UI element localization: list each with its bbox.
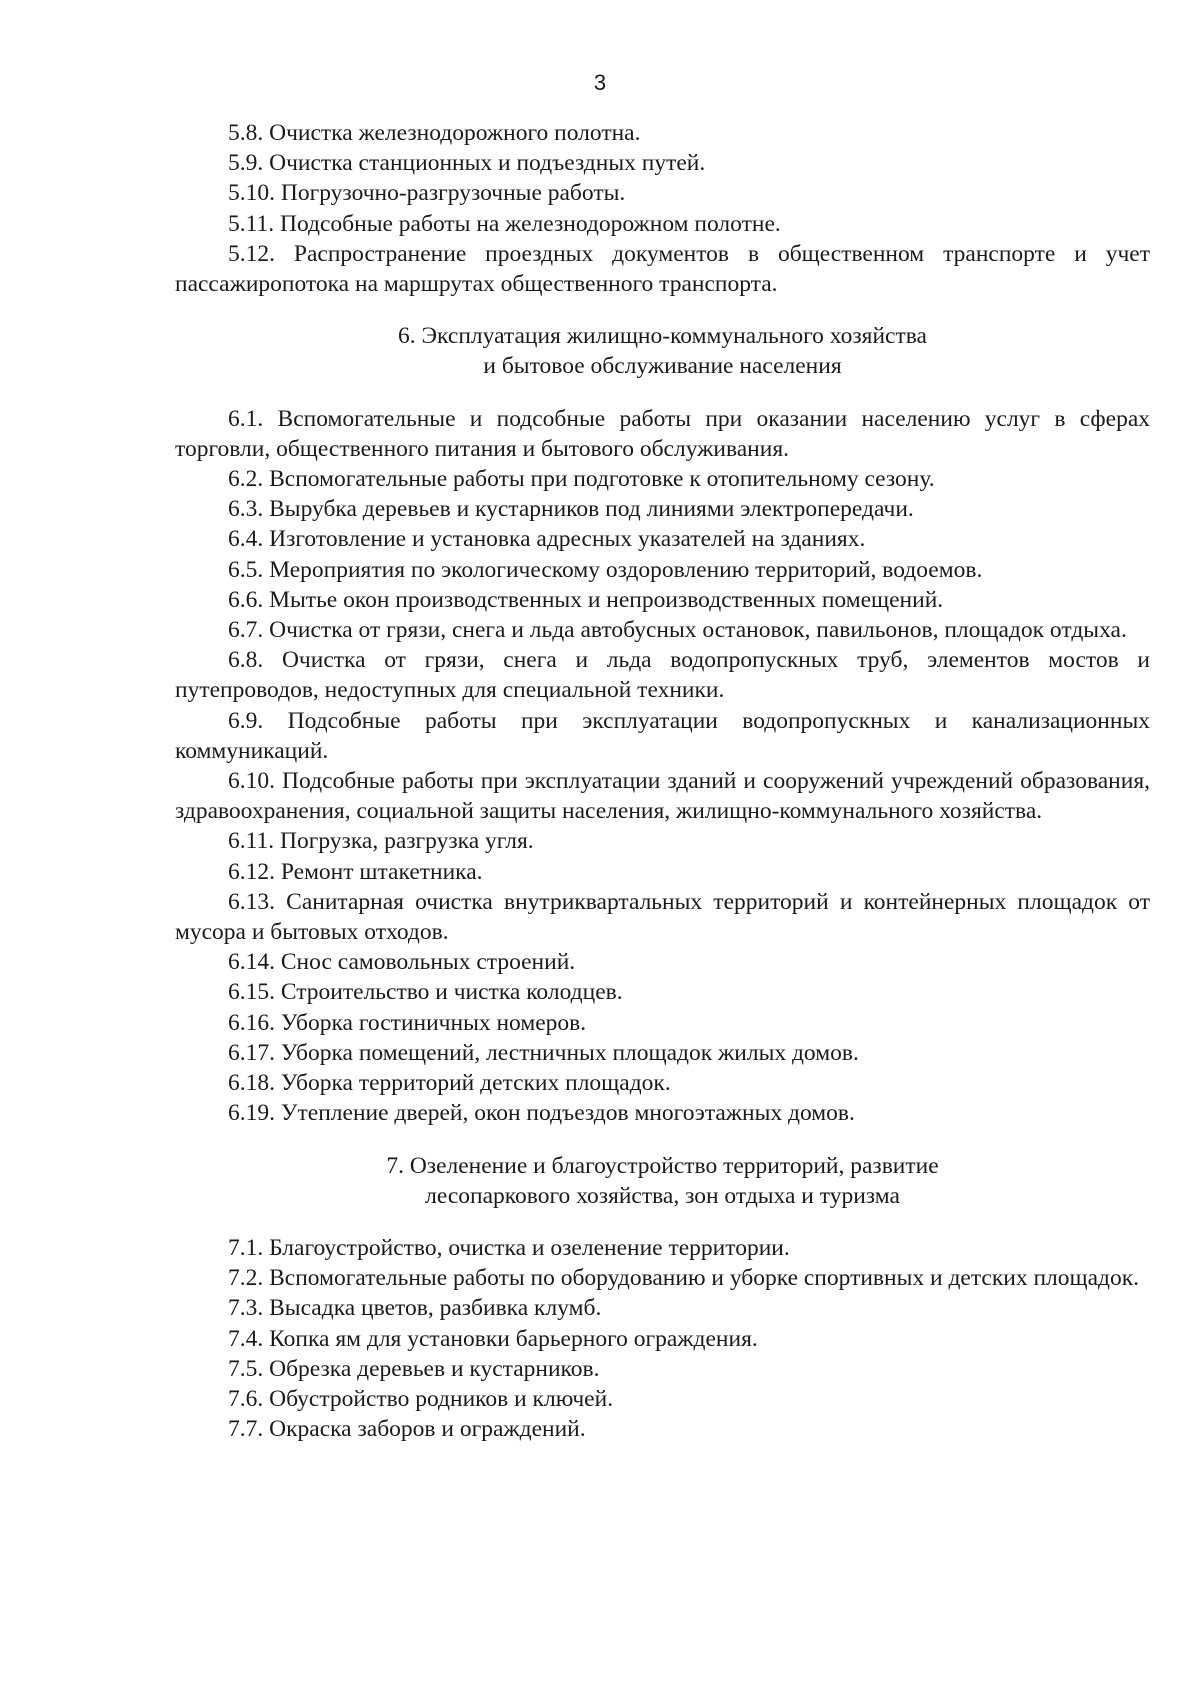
- section-6-heading-line2: и бытовое обслуживание населения: [483, 353, 842, 380]
- list-item: 6.14. Снос самовольных строений.: [228, 949, 576, 976]
- list-item: 5.12. Распространение проездных документов в общественном транспорте и учет пассажиропотока на маршрутах общественного транспорта.: [175, 240, 1150, 298]
- list-item: 6.17. Уборка помещений, лестничных площадок жилых домов.: [228, 1039, 859, 1066]
- list-item: 5.11. Подсобные работы на железнодорожном полотне.: [228, 210, 781, 237]
- list-item: 7.2. Вспомогательные работы по оборудованию и уборке спортивных и детских площадок.: [228, 1265, 1140, 1292]
- list-item: 6.4. Изготовление и установка адресных указателей на зданиях.: [228, 526, 866, 553]
- section-7-heading: [175, 1151, 1150, 1211]
- list-item: 5.8. Очистка железнодорожного полотна.: [228, 120, 641, 146]
- section-6-list: [175, 404, 1150, 1129]
- list-item: 7.3. Высадка цветов, разбивка клумб.: [228, 1295, 602, 1322]
- list-item: 7.1. Благоустройство, очистка и озеленение территории.: [228, 1234, 790, 1261]
- section-6-heading-line1: 6. Эксплуатация жилищно-коммунального хозяйства: [398, 323, 927, 350]
- list-item: 6.10. Подсобные работы при эксплуатации зданий и сооружений учреждений образования, здравоохранения, социальной защиты населения, жилищно-коммунального хозяйства.: [175, 768, 1150, 825]
- list-item: 7.4. Копка ям для установки барьерного ограждения.: [228, 1325, 758, 1352]
- section-6-heading: [175, 321, 1150, 381]
- section-7-list: [175, 1233, 1150, 1444]
- section-7-heading-line1: 7. Озеленение и благоустройство территорий, развитие: [386, 1152, 939, 1179]
- document-body: [175, 118, 1150, 1444]
- list-item: 6.15. Строительство и чистка колодцев.: [228, 979, 623, 1006]
- list-item: 6.16. Уборка гостиничных номеров.: [228, 1009, 587, 1036]
- list-item: 6.12. Ремонт штакетника.: [228, 858, 483, 885]
- section-7-heading-line2: лесопаркового хозяйства, зон отдыха и туризма: [425, 1182, 900, 1209]
- list-item: 6.7. Очистка от грязи, снега и льда автобусных остановок, павильонов, площадок отдыха.: [228, 617, 1127, 644]
- list-item: 6.3. Вырубка деревьев и кустарников под линиями электропередачи.: [228, 496, 914, 523]
- list-item: 6.6. Мытье окон производственных и непроизводственных помещений.: [228, 586, 944, 613]
- list-item: 6.11. Погрузка, разгрузка угля.: [228, 828, 534, 855]
- list-item: 6.5. Мероприятия по экологическому оздоровлению территорий, водоемов.: [228, 556, 983, 583]
- list-item: 6.9. Подсобные работы при эксплуатации водопропускных и канализационных коммуникаций.: [175, 707, 1150, 764]
- list-item: 7.7. Окраска заборов и ограждений.: [228, 1416, 586, 1443]
- list-item: 7.5. Обрезка деревьев и кустарников.: [228, 1355, 600, 1382]
- list-item: 7.6. Обустройство родников и ключей.: [228, 1385, 614, 1412]
- list-item: 5.9. Очистка станционных и подъездных путей.: [228, 150, 706, 177]
- section-5-list: [175, 118, 1150, 299]
- page-number: 3: [593, 70, 607, 95]
- list-item: 5.10. Погрузочно-разгрузочные работы.: [228, 180, 626, 207]
- list-item: 6.18. Уборка территорий детских площадок.: [228, 1070, 671, 1097]
- list-item: 6.8. Очистка от грязи, снега и льда водопропускных труб, элементов мостов и путепроводов, недоступных для специальной техники.: [175, 647, 1150, 704]
- list-item: 6.2. Вспомогательные работы при подготовке к отопительному сезону.: [228, 466, 935, 493]
- list-item: 6.13. Санитарная очистка внутриквартальных территорий и контейнерных площадок от мусора и бытовых отходов.: [175, 888, 1150, 946]
- list-item: 6.1. Вспомогательные и подсобные работы при оказании населению услуг в сферах торговли, общественного питания и бытового обслуживания.: [175, 405, 1150, 462]
- list-item: 6.19. Утепление дверей, окон подъездов многоэтажных домов.: [228, 1100, 855, 1127]
